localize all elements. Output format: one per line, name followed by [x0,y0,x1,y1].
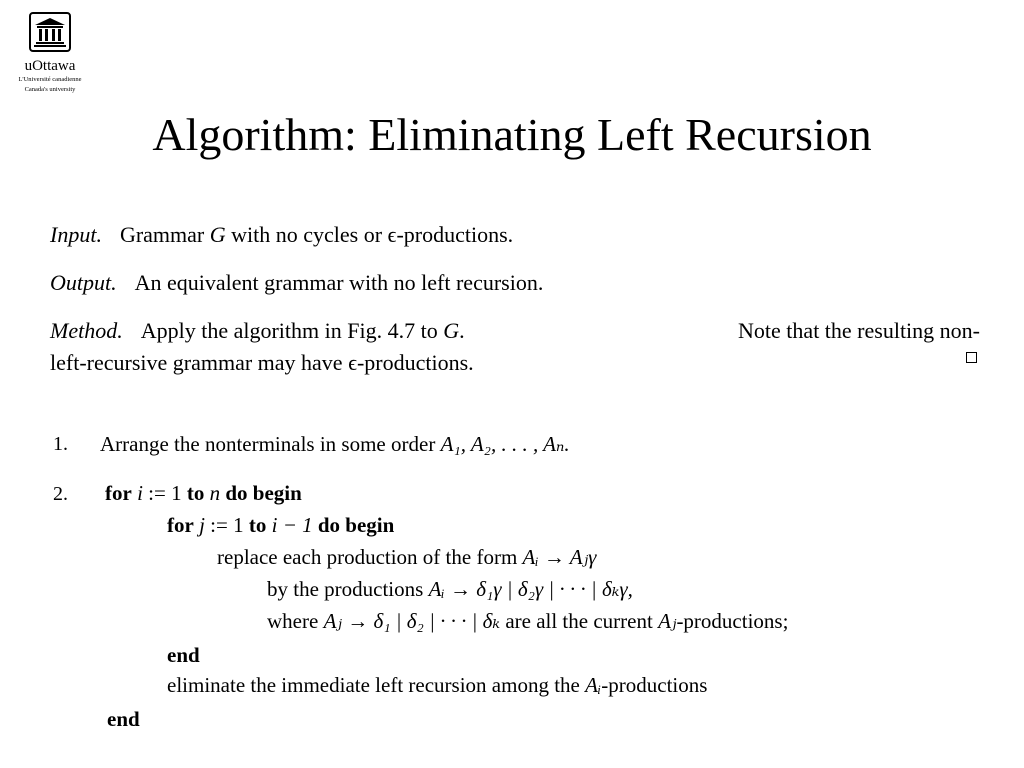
output-line [50,268,543,298]
method-line-2: left-recursive grammar may have ϵ-productions. [50,350,474,375]
outer-end-keyword: end [107,707,140,731]
eliminate-line [167,671,707,699]
loop-var-i: i [137,481,143,505]
where-math: Aⱼ → δ₁ | δ₂ | · · · | δₖ [323,609,501,633]
assign-one: := 1 [142,481,187,505]
logo-name: uOttawa [24,58,76,74]
replace-line [217,543,596,571]
building-icon [29,12,71,52]
output-label: Output. [50,270,117,295]
by-text: by the productions [267,577,424,601]
step-one-number: 1. [53,433,68,455]
where-line [267,607,788,635]
method-text-a: Apply the algorithm in Fig. 4.7 to [140,318,444,343]
loop-var-j: j [199,513,205,537]
logo-subtitle-fr: L'Université canadienne [18,76,82,83]
loop-bound-i-minus-one: i − 1 [271,513,313,537]
input-text-after: with no cycles or ϵ-productions. [225,222,514,247]
university-logo [8,12,92,94]
eliminate-ai: Aᵢ [585,673,602,697]
inner-for-line [167,511,394,539]
step-two-number: 2. [53,483,68,505]
by-math: Aᵢ → δ₁γ | δ₂γ | · · · | δₖγ, [428,577,633,601]
input-grammar: G [209,222,226,247]
method-label: Method. [50,318,123,343]
output-text: An equivalent grammar with no left recursion. [134,270,544,295]
for-keyword-inner: for [167,513,194,537]
step-one-text [100,430,570,458]
step-one-label: Arrange the nonterminals in some order [100,432,436,456]
input-label: Input. [50,222,102,247]
step-one-math: A₁, A₂, . . . , Aₙ. [440,432,570,456]
replace-text: replace each production of the form [217,545,518,569]
loop-bound-n: n [209,481,221,505]
inner-end-keyword: end [167,643,200,667]
assign-one-inner: := 1 [204,513,249,537]
method-grammar: G [443,318,460,343]
by-productions-line [267,575,633,603]
method-line-1 [50,316,980,346]
end-of-proof-box [966,352,977,363]
where-rest: are all the current [505,609,653,633]
input-line [50,220,513,250]
where-aj: Aⱼ [658,609,677,633]
eliminate-text: eliminate the immediate left recursion among the [167,673,580,697]
to-keyword-inner: to [248,513,267,537]
logo-subtitle-en: Canada's university [24,86,76,93]
method-text-b: . [459,318,465,343]
where-text: where [267,609,319,633]
replace-math: Aᵢ → Aⱼγ [522,545,597,569]
do-begin-keyword-inner: do begin [317,513,395,537]
outer-for-line [105,479,302,507]
where-end: -productions; [676,609,789,633]
for-keyword: for [105,481,132,505]
input-text-before: Grammar [119,222,210,247]
do-begin-keyword: do begin [225,481,302,505]
slide-title: Algorithm: Eliminating Left Recursion [152,109,872,160]
eliminate-end: -productions [601,673,708,697]
to-keyword: to [186,481,205,505]
method-text-c: Note that the resulting non- [738,318,980,343]
